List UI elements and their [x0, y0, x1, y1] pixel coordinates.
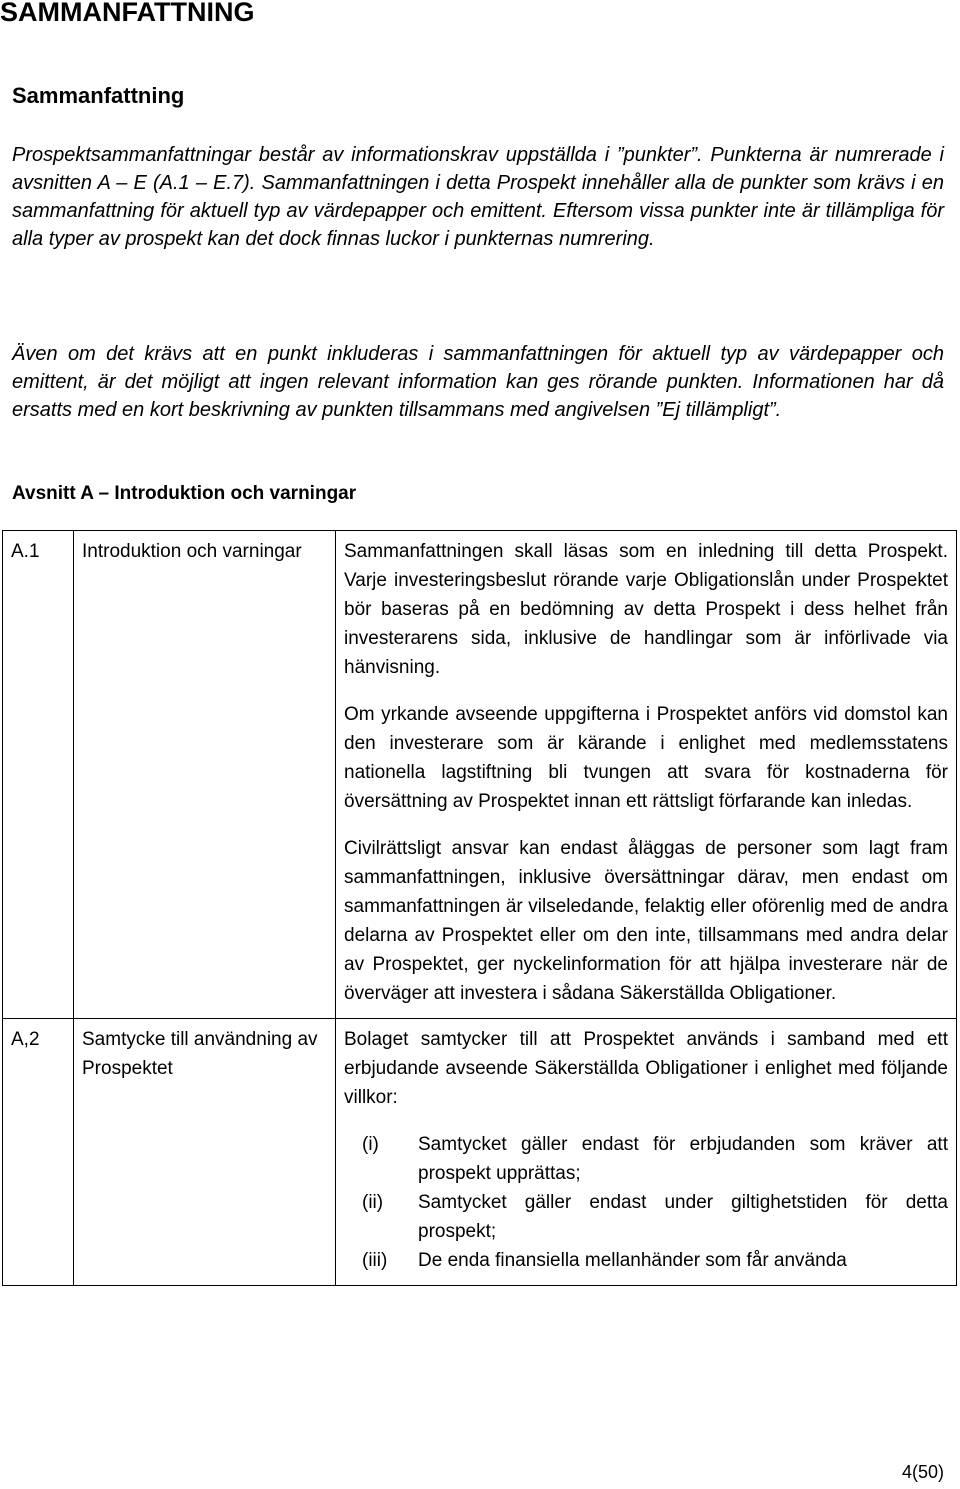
table-row: [3, 1019, 957, 1286]
list-item: [344, 1130, 948, 1188]
list-item: [344, 1188, 948, 1246]
row-title: Introduktion och varningar: [74, 531, 336, 1019]
intro-paragraph-2: [12, 340, 944, 424]
list-item-text: Samtycket gäller endast för erbjudanden som kräver att prospekt upprättas;: [418, 1134, 948, 1184]
row-body: [336, 531, 957, 1019]
body-paragraph: Civilrättsligt ansvar kan endast åläggas de personer som lagt fram sammanfattningen, inklusive översättningar därav, men endast om sammanfattningen är vilseledande, felaktig eller oförenlig med de andra delarna av Prospektet eller om den inte, tillsammans med andra delar av Prospektet, ger nyckelinformation för att hjälpa investerare när de överväger att investera i sådana Säkerställda Obligationer.: [344, 838, 948, 1004]
row-id: A,2: [3, 1019, 74, 1286]
list-item-text: Samtycket gäller endast under giltighetstiden för detta prospekt;: [418, 1192, 948, 1242]
section-heading: Avsnitt A – Introduktion och varningar: [12, 483, 357, 504]
list-item: [344, 1246, 948, 1275]
page-title: SAMMANFATTNING: [0, 0, 255, 27]
list-item-number: (i): [362, 1134, 379, 1155]
row-body: [336, 1019, 957, 1286]
intro-text-1: Prospektsammanfattningar består av informationskrav uppställda i ”punkter”. Punkterna är numrerade i avsnitten A – E (A.1 – E.7). Sammanfattningen i detta Prospekt innehåller alla de punkter som krävs i en sammanfattning för aktuell typ av värdepapper och emittent. Eftersom vissa punkter inte är tillämpliga för alla typer av prospekt kan det dock finnas luckor i punkternas numrering.: [12, 144, 944, 250]
conditions-list: [344, 1130, 948, 1275]
page-number: 4(50): [901, 1462, 944, 1482]
body-paragraph: Bolaget samtycker till att Prospektet används i samband med ett erbjudande avseende Säkerställda Obligationer i enlighet med följande villkor:: [344, 1029, 948, 1108]
row-title: Samtycke till användning av Prospektet: [74, 1019, 336, 1286]
list-item-number: (iii): [362, 1250, 388, 1271]
body-paragraph: Om yrkande avseende uppgifterna i Prospektet anförs vid domstol kan den investerare som är kärande i enlighet med medlemsstatens nationella lagstiftning bli tvungen att svara för kostnaderna för översättning av Prospektet innan ett rättsligt förfarande kan inledas.: [344, 704, 948, 812]
row-id: A.1: [3, 531, 74, 1019]
intro-text-2: Även om det krävs att en punkt inkluderas i sammanfattningen för aktuell typ av värdepapper och emittent, är det möjligt att ingen relevant information kan ges rörande punkten. Informationen har då ersatts med en kort beskrivning av punkten tillsammans med angivelsen ”Ej tillämpligt”.: [12, 343, 944, 421]
table-row: [3, 531, 957, 1019]
body-paragraph: Sammanfattningen skall läsas som en inledning till detta Prospekt. Varje investeringsbeslut rörande varje Obligationslån under Prospektet bör baseras på en bedömning av detta Prospekt i dess helhet från investerarens sida, inklusive de handlingar som är införlivade via hänvisning.: [344, 541, 948, 678]
section-subtitle: Sammanfattning: [12, 83, 185, 108]
list-item-text: De enda finansiella mellanhänder som får använda: [418, 1250, 847, 1271]
summary-table: [2, 530, 957, 1286]
intro-paragraph-1: [12, 141, 944, 253]
list-item-number: (ii): [362, 1192, 384, 1213]
